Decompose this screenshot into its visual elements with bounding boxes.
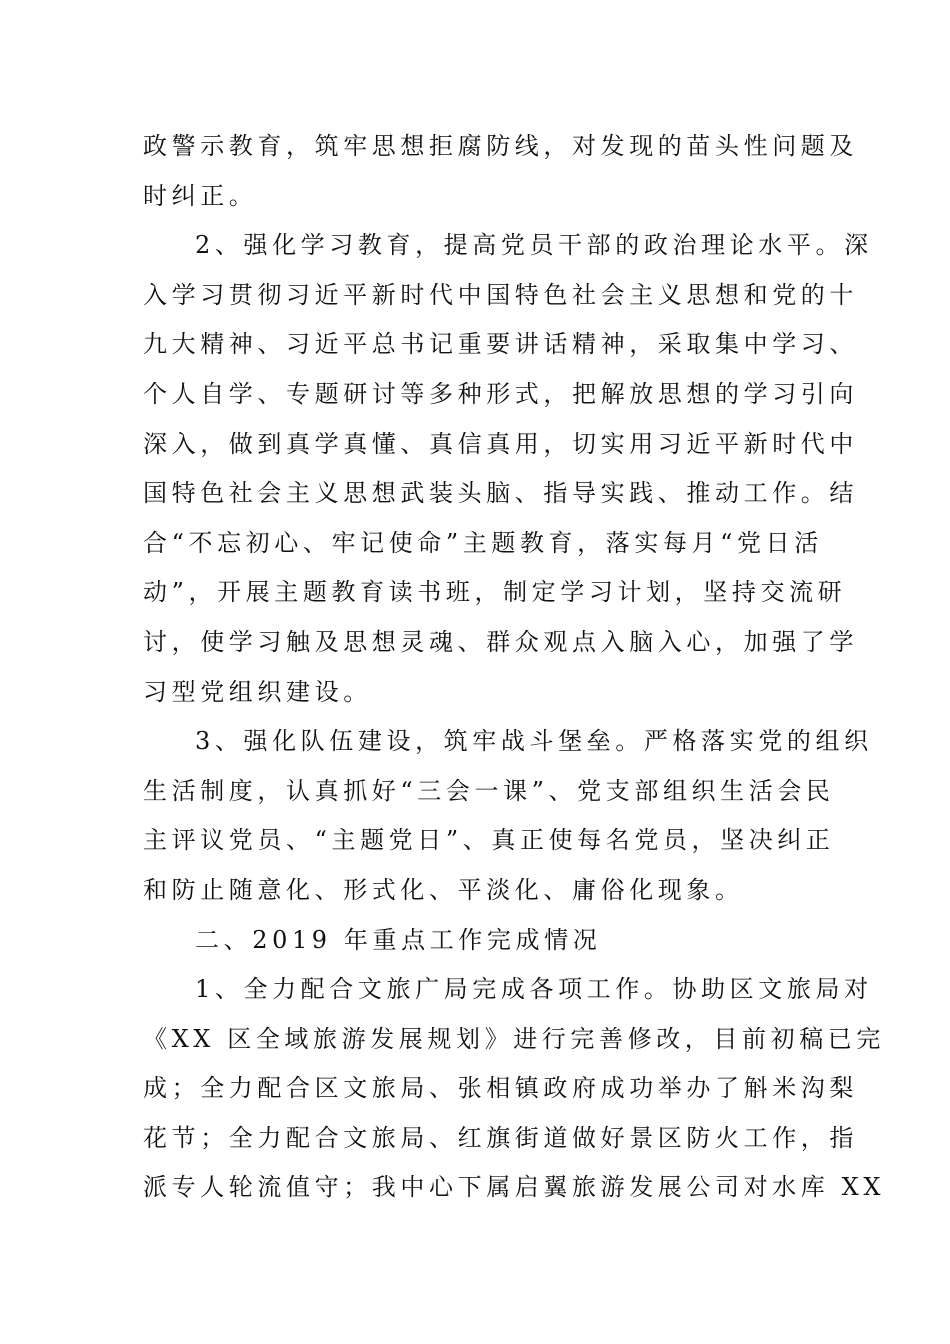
text-line: 国特色社会主义思想武装头脑、指导实践、推动工作。结 [143,479,858,508]
document-body [143,122,885,1213]
paragraph-start-line: 3、强化队伍建设，筑牢战斗堡垒。严格落实党的组织 [195,727,873,756]
text-line: 合“不忘初心、牢记使命”主题教育，落实每月“党日活 [143,528,823,557]
text-line: 生活制度，认真抓好“三会一课”、党支部组织生活会民 [143,776,835,805]
text-line: 个人自学、专题研讨等多种形式，把解放思想的学习引向 [143,379,858,408]
text-line: 动”，开展主题教育读书班，制定学习计划，坚持交流研 [143,578,847,607]
text-line: 派专人轮流值守；我中心下属启翼旅游发展公司对水库 XX [143,1173,885,1202]
paragraph-start-line: 2、强化学习教育，提高党员干部的政治理论水平。深 [195,231,873,260]
section-heading: 二、2019 年重点工作完成情况 [195,925,602,954]
text-line: 政警示教育，筑牢思想拒腐防线，对发现的苗头性问题及 [143,132,858,160]
text-line: 和防止随意化、形式化、平淡化、庸俗化现象。 [143,875,744,904]
text-line: 时纠正。 [143,181,258,210]
text-line: 入学习贯彻习近平新时代中国特色社会主义思想和党的十 [143,280,858,309]
text-line: 成；全力配合区文旅局、张相镇政府成功举办了斛米沟梨 [143,1074,858,1103]
text-line: 主评议党员、“主题党日”、真正使每名党员，坚决纠正 [143,826,835,855]
text-line: 深入，做到真学真懂、真信真用，切实用习近平新时代中 [143,429,858,458]
text-line: 《XX 区全域旅游发展规划》进行完善修改，目前初稿已完 [143,1024,885,1053]
text-line: 九大精神、习近平总书记重要讲话精神，采取集中学习、 [143,330,858,359]
text-line: 习型党组织建设。 [143,677,372,706]
paragraph-start-line: 1、全力配合文旅广局完成各项工作。协助区文旅局对 [195,975,873,1004]
text-line: 花节；全力配合文旅局、红旗街道做好景区防火工作，指 [143,1123,858,1152]
text-line: 讨，使学习触及思想灵魂、群众观点入脑入心，加强了学 [143,627,858,656]
